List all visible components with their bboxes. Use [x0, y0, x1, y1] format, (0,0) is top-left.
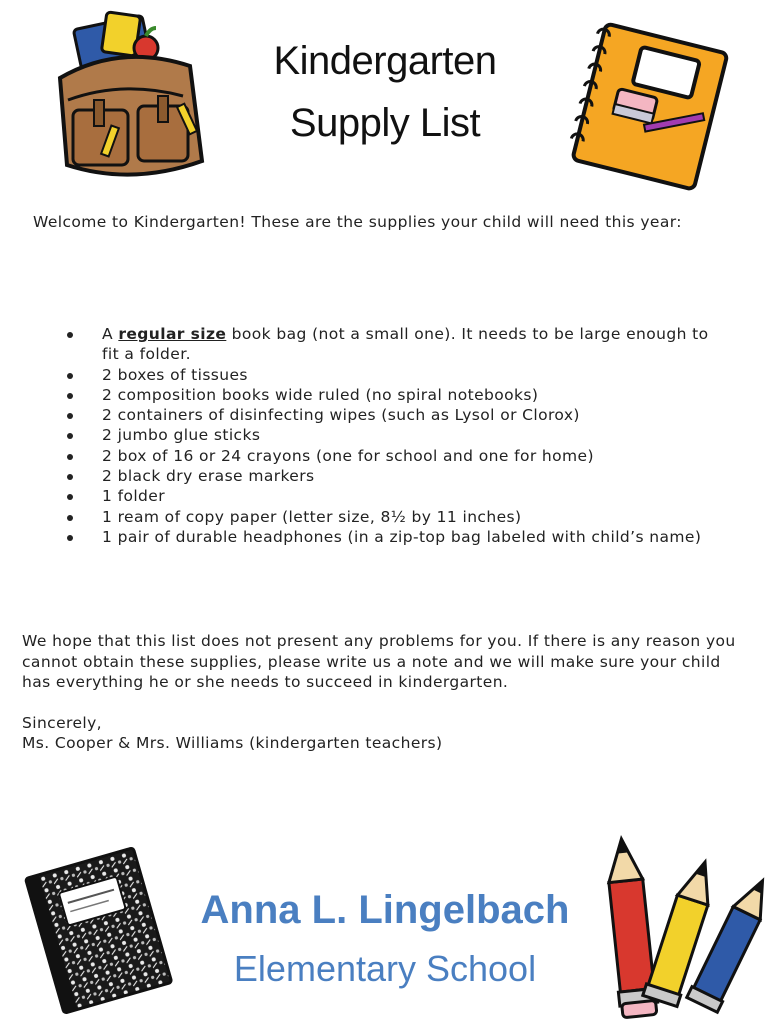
- closing-paragraph: We hope that this list does not present any problems for you. If there is any reason you cannot obtain these supplies, please write us a note and we will make sure your child has everything he or she needs to succeed in kindergarten.: [22, 632, 736, 691]
- title-line-1: Kindergarten: [273, 39, 497, 83]
- list-item: 2 containers of disinfecting wipes (such as Lysol or Clorox): [62, 405, 722, 425]
- title-line-2: Supply List: [289, 101, 481, 145]
- school-type: Elementary School: [233, 948, 537, 989]
- signature: Ms. Cooper & Mrs. Williams (kindergarten teachers): [22, 734, 443, 752]
- list-item: 2 boxes of tissues: [62, 365, 722, 385]
- emphasis-text: regular size: [118, 325, 227, 343]
- backpack-icon: [38, 8, 218, 188]
- list-item: 2 composition books wide ruled (no spiral notebooks): [62, 385, 722, 405]
- list-item: 2 box of 16 or 24 crayons (one for school and one for home): [62, 446, 722, 466]
- list-item: 2 black dry erase markers: [62, 466, 722, 486]
- list-item: 1 folder: [62, 486, 722, 506]
- supply-list: [62, 324, 722, 547]
- page-title: [215, 30, 555, 154]
- item-suffix: book bag (not a small one). It needs to be large enough to fit a folder.: [102, 325, 709, 364]
- list-item: 1 ream of copy paper (letter size, 8½ by 11 inches): [62, 507, 722, 527]
- signoff: Sincerely,: [22, 713, 103, 732]
- item-prefix: A: [102, 325, 119, 343]
- list-item: [62, 324, 722, 365]
- notebook-eraser-pencil-icon: [558, 16, 738, 192]
- list-item: 1 pair of durable headphones (in a zip-top bag labeled with child’s name): [62, 527, 722, 547]
- pencils-icon: [596, 830, 766, 1020]
- intro-text: Welcome to Kindergarten! These are the supplies your child will need this year:: [33, 213, 682, 231]
- closing-section: [22, 631, 742, 754]
- list-item: 2 jumbo glue sticks: [62, 425, 722, 445]
- school-name: Anna L. Lingelbach: [200, 888, 570, 932]
